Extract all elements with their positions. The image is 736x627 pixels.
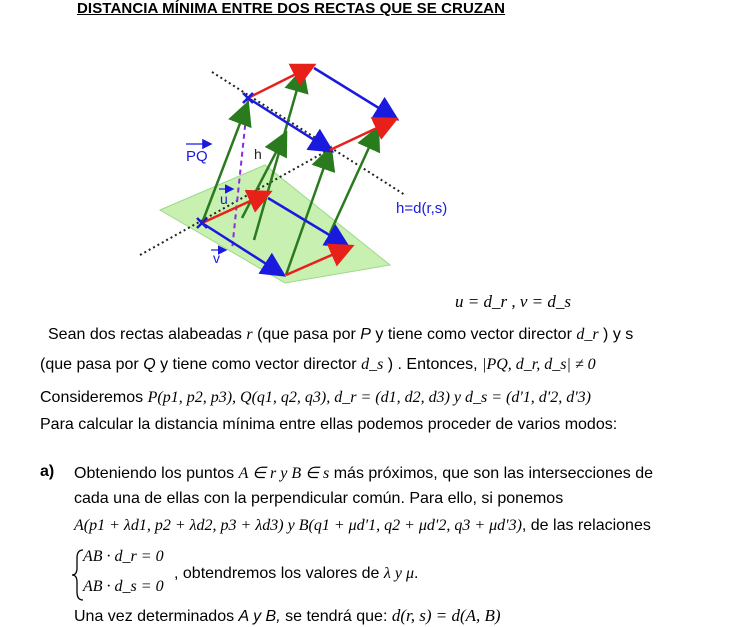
equation-2: AB · d_s = 0 xyxy=(83,578,164,595)
formula-uv-text: u = d_r , v = d_s xyxy=(455,292,571,311)
label-u: u xyxy=(220,191,228,207)
blue-arrow xyxy=(314,68,395,118)
para-line-1: Sean dos rectas alabeadas r (que pasa por P y tiene como vector director d_r ) y s xyxy=(48,326,634,343)
item-a-label: a) xyxy=(40,463,55,480)
red-arrow xyxy=(330,120,394,150)
label-v: v xyxy=(213,250,220,266)
para-line-3: Consideremos P(p1, p2, p3), Q(q1, q2, q3), d_r = (d1, d2, d3) y d_s = (d'1, d'2, d'3) xyxy=(40,389,591,406)
item-a-line-3: A(p1 + λd1, p2 + λd2, p3 + λd3) y B(q1 + μd'1, q2 + μd'2, q3 + μd'3), de las relaciones xyxy=(74,517,651,534)
para-line-4: Para calcular la distancia mínima entre ellas podemos proceder de varios modos: xyxy=(40,416,618,433)
item-a-line-4: , obtendremos los valores de λ y μ. xyxy=(174,565,419,582)
page-title: DISTANCIA MÍNIMA ENTRE DOS RECTAS QUE SE CRUZAN xyxy=(77,0,506,17)
equation-1: AB · d_r = 0 xyxy=(83,548,164,565)
item-a-line-1: Obteniendo los puntos A ∈ r y B ∈ s más próximos, que son las intersecciones de xyxy=(74,465,653,482)
plane xyxy=(160,165,390,283)
determinant: |PQ, d_r, d_s| ≠ 0 xyxy=(482,356,596,373)
skew-lines-figure xyxy=(130,58,448,283)
blue-arrow xyxy=(248,98,330,150)
label-h-distance: h=d(r,s) xyxy=(396,200,448,217)
item-a-line-5: Una vez determinados A y B, se tendrá que: d(r, s) = d(A, B) xyxy=(74,606,501,625)
item-a-line-2: cada una de ellas con la perpendicular común. Para ello, si ponemos xyxy=(74,490,564,507)
label-h: h xyxy=(254,146,262,162)
para-line-2: (que pasa por Q y tiene como vector director d_s ) . Entonces, |PQ, d_r, d_s| ≠ 0 xyxy=(40,356,596,373)
formula-uv xyxy=(455,292,571,312)
label-pq: PQ xyxy=(186,148,208,165)
red-arrow xyxy=(248,66,312,98)
